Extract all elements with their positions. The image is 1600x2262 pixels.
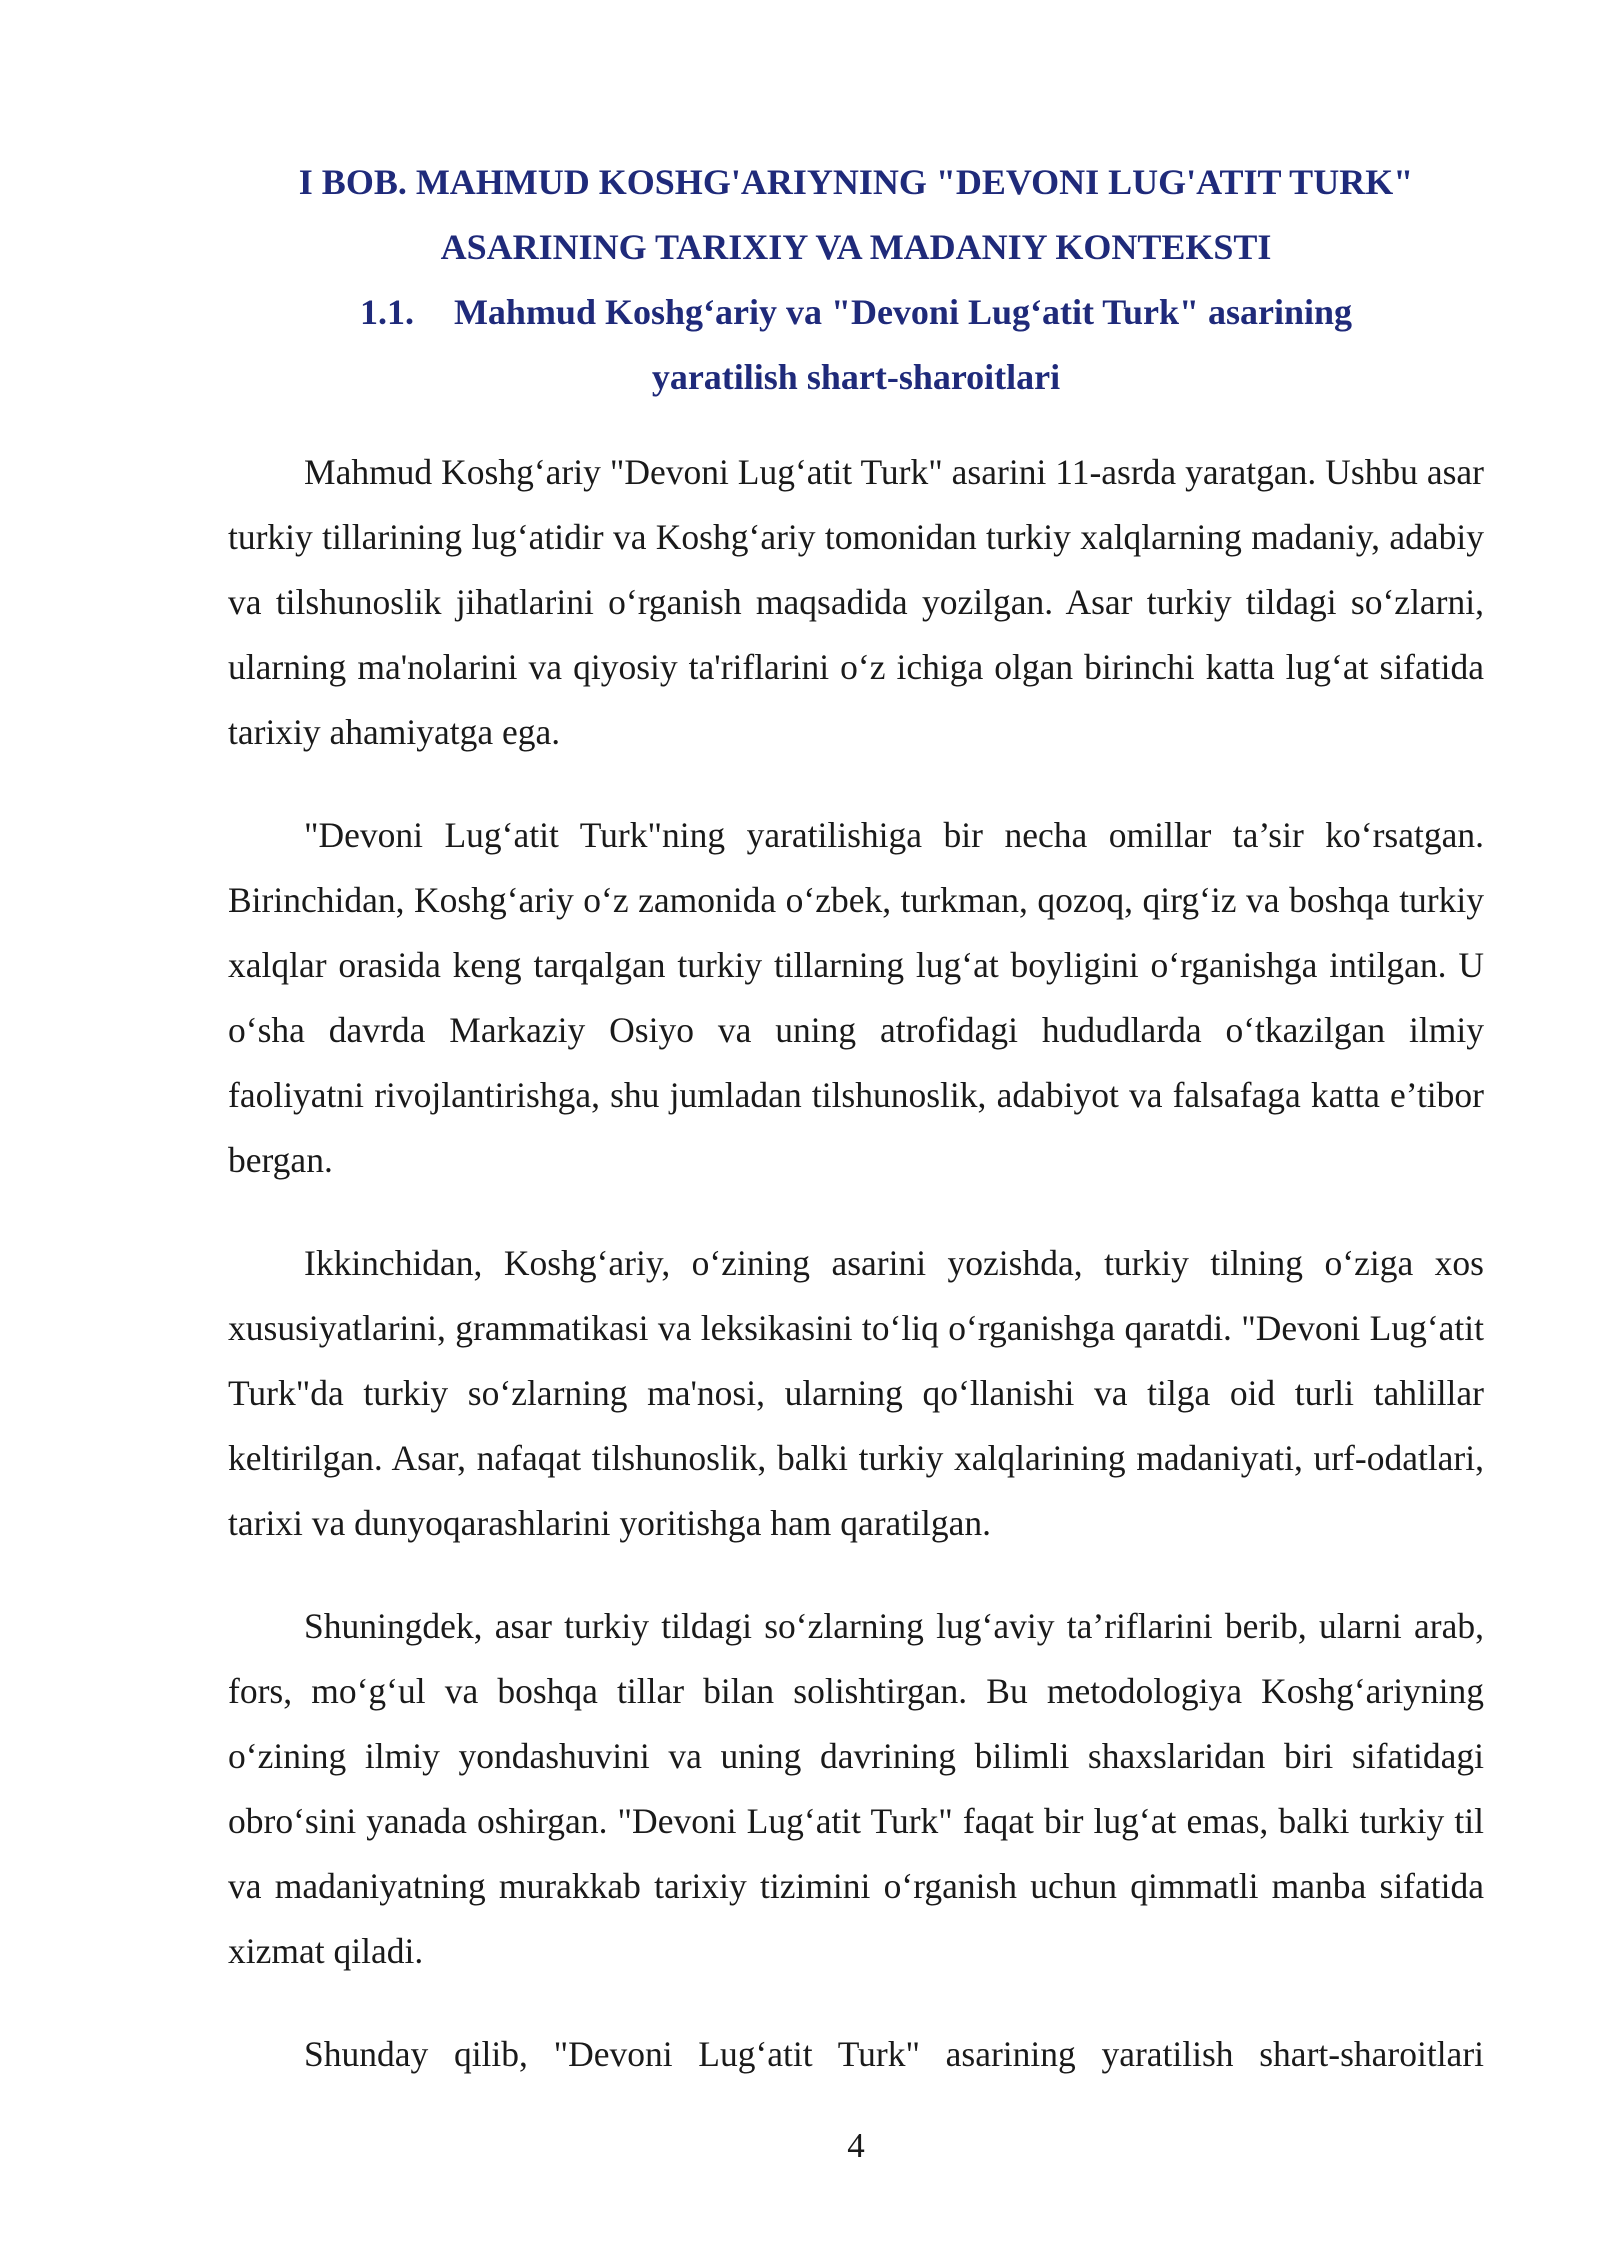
section-number: 1.1.: [359, 292, 414, 332]
chapter-title-line-1: I BOB. MAHMUD KOSHG'ARIYNING "DEVONI LUG'ATIT TURK": [298, 162, 1414, 202]
paragraph-3: Ikkinchidan, Koshg‘ariy, o‘zining asarini yozishda, turkiy tilning o‘ziga xos xususiyatlarini, grammatikasi va leksikasini to‘liq o‘rganishga qaratdi. "Devoni Lug‘atit Turk"da turkiy so‘zlarning ma'nosi, ularning qo‘llanishi va tilga oid turli tahlillar keltirilgan. Asar, nafaqat tilshunoslik, balki turkiy xalqlarining madaniyati, urf-odatlari, tarixi va dunyoqarashlarini yoritishga ham qaratilgan.: [228, 1243, 1484, 1543]
section-title-text-1: Mahmud Koshg‘ariy va "Devoni Lug‘atit Turk" asarining: [453, 292, 1353, 332]
paragraph-5: Shunday qilib, "Devoni Lug‘atit Turk" asarining yaratilish shart-sharoitlari: [304, 2034, 1484, 2074]
section-title-line-2: yaratilish shart-sharoitlari: [651, 357, 1061, 397]
section-title-line-1: [228, 280, 1484, 345]
paragraph-2: "Devoni Lug‘atit Turk"ning yaratilishiga bir necha omillar ta’sir ko‘rsatgan. Birinchidan, Koshg‘ariy o‘z zamonida o‘zbek, turkman, qozoq, qirg‘iz va boshqa turkiy xalqlar orasida keng tarqalgan turkiy tillarning lug‘at boyligini o‘rganishga intilgan. U o‘sha davrda Markaziy Osiyo va uning atrofidagi hududlarda o‘tkazilgan ilmiy faoliyatni rivojlantirishga, shu jumladan tilshunoslik, adabiyot va falsafaga katta e’tibor bergan.: [228, 815, 1484, 1180]
page-number: 4: [847, 2126, 865, 2165]
paragraph-4: Shuningdek, asar turkiy tildagi so‘zlarning lug‘aviy ta’riflarini berib, ularni arab, fors, mo‘g‘ul va boshqa tillar bilan solishtirgan. Bu metodologiya Koshg‘ariyning o‘zining ilmiy yondashuvini va uning davrining bilimli shaxslaridan biri sifatidagi obro‘sini yanada oshirgan. "Devoni Lug‘atit Turk" faqat bir lug‘at emas, balki turkiy til va madaniyatning murakkab tarixiy tizimini o‘rganish uchun qimmatli manba sifatida xizmat qiladi.: [228, 1606, 1484, 1971]
heading-block: [228, 150, 1484, 410]
body-text: [228, 440, 1484, 2087]
chapter-title-line-2: ASARINING TARIXIY VA MADANIY KONTEKSTI: [440, 227, 1272, 267]
paragraph-1: Mahmud Koshg‘ariy "Devoni Lug‘atit Turk" asarini 11-asrda yaratgan. Ushbu asar turkiy tillarining lug‘atidir va Koshg‘ariy tomonidan turkiy xalqlarning madaniy, adabiy va tilshunoslik jihatlarini o‘rganish maqsadida yozilgan. Asar turkiy tildagi so‘zlarni, ularning ma'nolarini va qiyosiy ta'riflarini o‘z ichiga olgan birinchi katta lug‘at sifatida tarixiy ahamiyatga ega.: [228, 452, 1484, 752]
